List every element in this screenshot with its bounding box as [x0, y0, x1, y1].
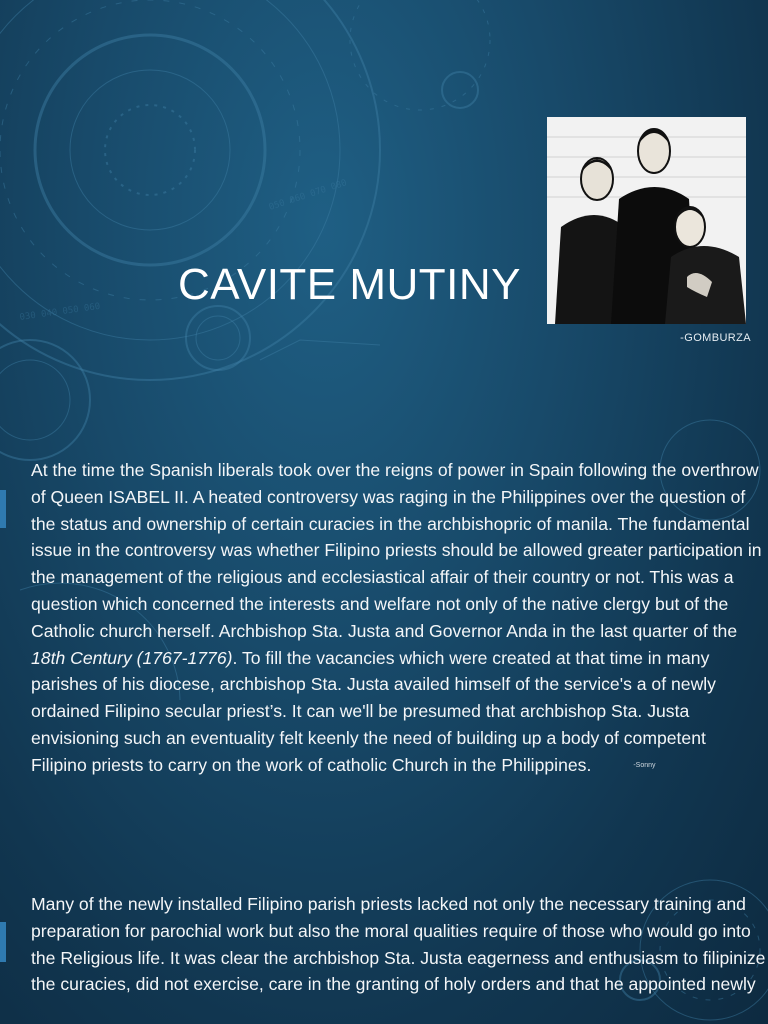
photo-caption: -GOMBURZA: [680, 332, 751, 344]
slide-title: CAVITE MUTINY: [178, 260, 522, 309]
gomburza-portrait-icon: [547, 117, 746, 324]
paragraph-1-text: At the time the Spanish liberals took over the reigns of power in Spain following the overthrow of Queen ISABEL II. A heated controversy was raging in the Philippines over the question of the status and ownership of certain curacies in the archbishopric of manila. The fundamental issue in the controversy was whether Filipino priests should be allowed greater participation in the management of the religious and ecclesiastical affair of their country or not. This was a question which concerned the interests and welfare not only of the native clergy but of the Catholic church herself. Archbishop Sta. Justa and Governor Anda in the last quarter of the: [31, 460, 762, 641]
svg-text:030 040 050 060: 030 040 050 060: [19, 301, 101, 323]
svg-text:050 060 070 080: 050 060 070 080: [267, 178, 349, 213]
accent-bar-1: [0, 490, 6, 528]
paragraph-1: [31, 457, 766, 780]
paragraph-2: Many of the newly installed Filipino parish priests lacked not only the necessary training and preparation for parochial work but also the moral qualities require of those who would go into the Religious life. It was clear the archbishop Sta. Justa eagerness and enthusiasm to filipinize the curacies, did not exercise, care in the granting of holy orders and that he appointed newly: [31, 894, 766, 995]
accent-bar-2: [0, 922, 6, 962]
author-signature: -Sonny: [633, 761, 656, 769]
gomburza-photo: [547, 117, 746, 324]
paragraph-1-emphasis: 18th Century (1767-1776): [31, 647, 233, 668]
paragraph-1-text-after: . To fill the vacancies which were created at that time in many parishes of his diocese, archbishop Sta. Justa availed himself of the service's a of newly ordained Filipino secular priest’s. It can we'll be presumed that archbishop Sta. Justa envisioning such an eventuality felt keenly the need of building up a body of competent Filipino priests to carry on the work of catholic Church in the Philippines.: [31, 647, 716, 775]
